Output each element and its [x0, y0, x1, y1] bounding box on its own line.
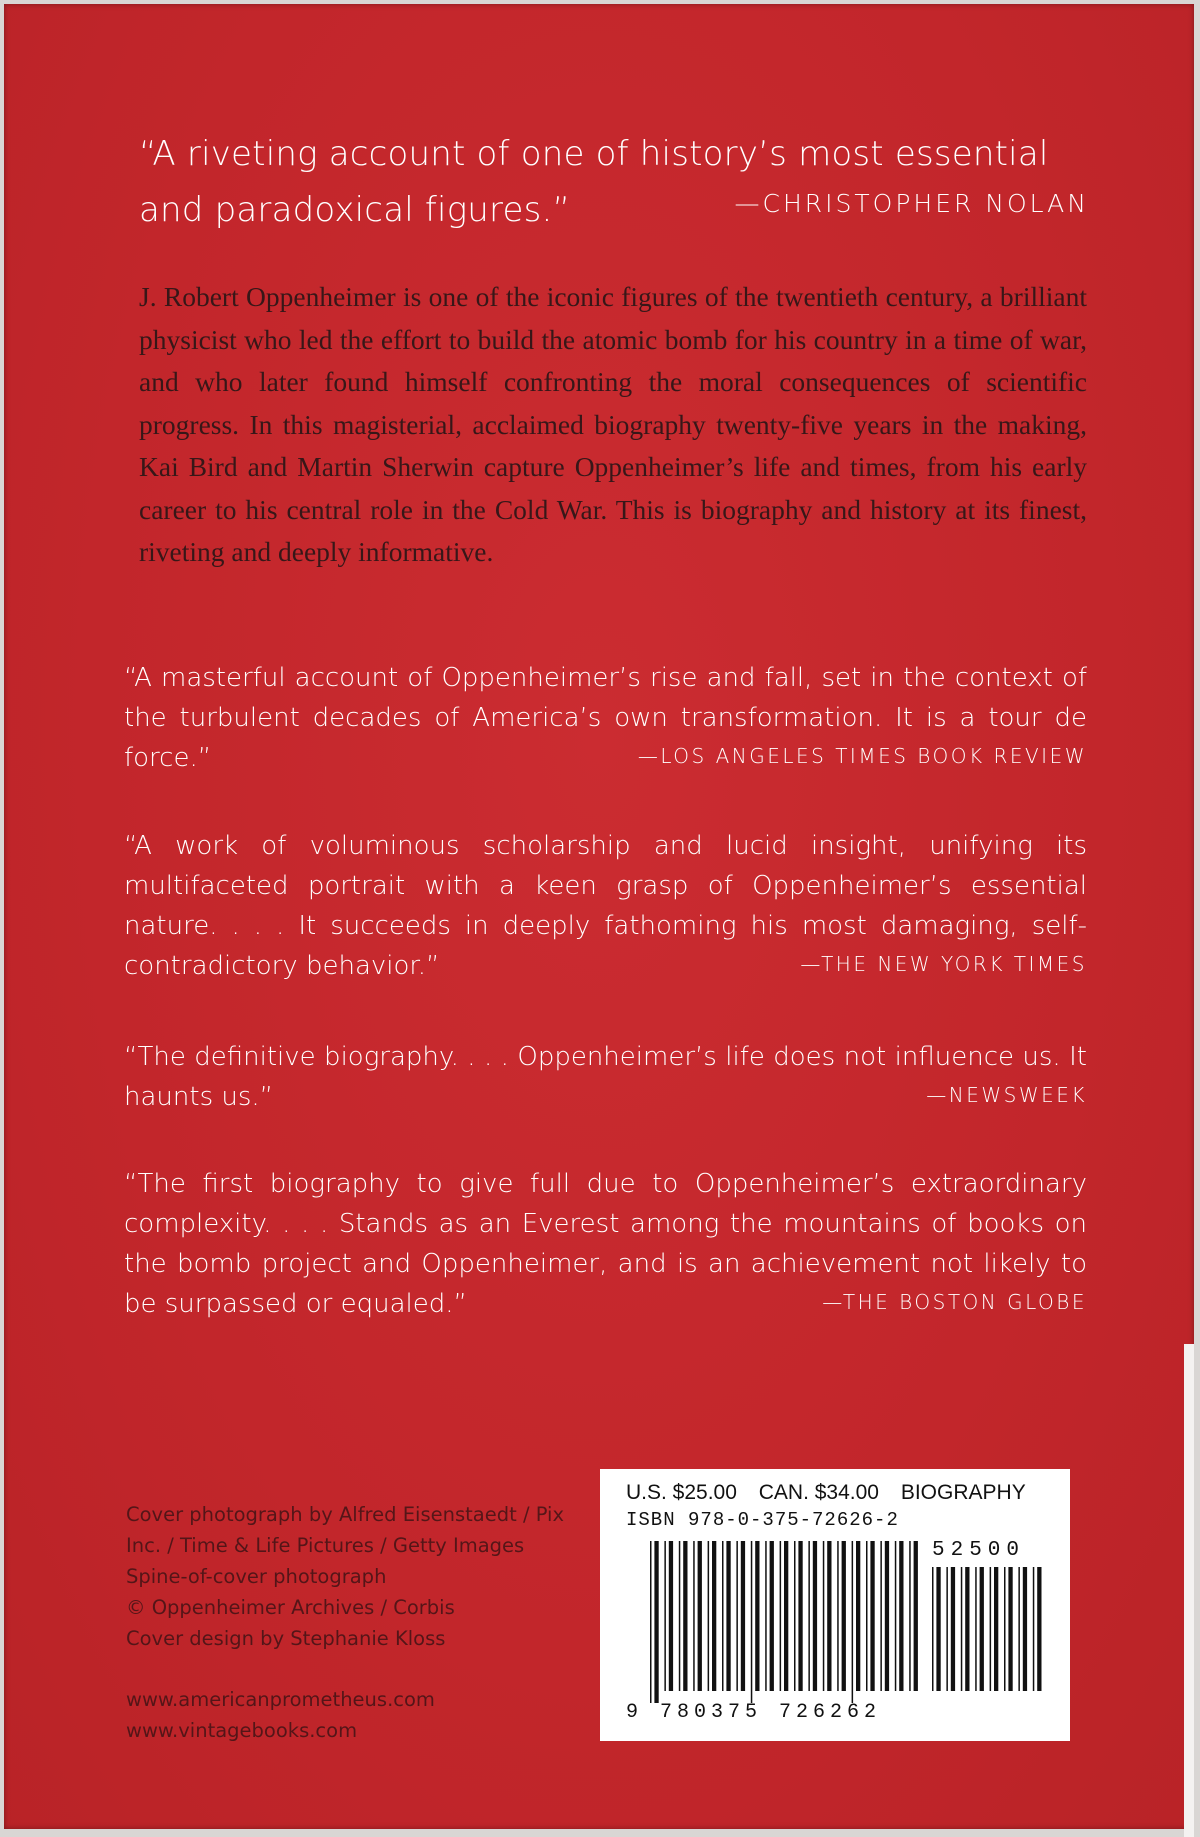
ean-barcode [650, 1541, 920, 1703]
barcode-bar [712, 1541, 716, 1691]
barcode-bar [1023, 1567, 1027, 1691]
url-line: www.americanprometheus.com [126, 1688, 435, 1711]
barcode-bar [664, 1541, 666, 1691]
barcode-bar [693, 1541, 695, 1691]
review-quote-text: “A work of voluminous scholarship and lucid insight, unifying its multifaceted portrait with a keen grasp of Oppenheimer’s essential nature. . . . It succeeds in deeply fathoming his most damaging, self-contradictory behavior.” [124, 831, 1087, 981]
barcode-bar [770, 1541, 774, 1691]
barcode-bar [1033, 1567, 1035, 1691]
barcode-bar [975, 1567, 977, 1691]
barcode-bar [1037, 1567, 1041, 1691]
barcode-bar [961, 1567, 963, 1691]
review-quote-attribution: —THE NEW YORK TIMES [800, 952, 1087, 976]
cover-credits [126, 1499, 596, 1654]
price-addon-barcode [932, 1567, 1050, 1703]
barcode-bar [813, 1541, 817, 1691]
barcode-bar [1004, 1567, 1006, 1691]
barcode-bar [980, 1567, 984, 1691]
barcode-bar [736, 1541, 738, 1691]
review-quote-text: “The first biography to give full due to Oppenheimer’s extraordinary complexity. . . . Stands as an Everest among the mountains of books on the bomb project and Oppenheimer, and is an achievement not likely to be surpassed or equaled.” [124, 1169, 1087, 1319]
barcode-bar [780, 1541, 782, 1691]
review-quote-la-times [124, 658, 1087, 778]
barcode-bar [808, 1541, 810, 1691]
barcode-bar [755, 1541, 759, 1691]
barcode-bar [751, 1541, 753, 1703]
barcode-bar [885, 1541, 889, 1691]
credit-line: Inc. / Time & Life Pictures / Getty Images [126, 1534, 525, 1557]
barcode-label [600, 1469, 1070, 1741]
barcode-bar [722, 1541, 724, 1691]
review-quote-boston-globe [124, 1164, 1087, 1324]
headline-quote-attribution: —CHRISTOPHER NOLAN [734, 189, 1089, 218]
barcode-bar [741, 1541, 745, 1691]
barcode-bar [909, 1541, 911, 1691]
barcode-bar [650, 1541, 652, 1703]
barcode-bar [932, 1567, 934, 1691]
url-line: www.vintagebooks.com [126, 1719, 358, 1742]
credit-line: Spine-of-cover photograph [126, 1565, 387, 1588]
barcode-bar [990, 1567, 992, 1691]
barcode-bar [794, 1541, 796, 1691]
review-quote-attribution: —THE BOSTON GLOBE [822, 1290, 1087, 1314]
review-quote-ny-times [124, 826, 1087, 986]
barcode-bar [994, 1567, 998, 1691]
barcode-bar [679, 1541, 681, 1691]
page-edge [1184, 1344, 1194, 1837]
credit-line: © Oppenheimer Archives / Corbis [126, 1596, 455, 1619]
barcode-bar [669, 1541, 673, 1691]
barcode-bar [708, 1541, 710, 1691]
barcode-bar [683, 1541, 687, 1691]
website-urls [126, 1684, 526, 1746]
barcode-bar [856, 1541, 860, 1691]
barcode-bar [698, 1541, 702, 1691]
review-quote-text: “The definitive biography. . . . Oppenheimer’s life does not influence us. It haunts us.” [124, 1042, 1087, 1112]
barcode-bar [765, 1541, 767, 1691]
barcode-bar [870, 1541, 874, 1691]
review-quote-newsweek [124, 1037, 1087, 1117]
barcode-bar [899, 1541, 903, 1691]
ean-digits: 9 780375 726262 [626, 1701, 882, 1724]
barcode-bar [895, 1541, 897, 1691]
barcode-bar [914, 1541, 918, 1691]
barcode-bar [866, 1541, 868, 1691]
price-can: CAN. $34.00 [758, 1481, 879, 1504]
price-line [626, 1481, 1042, 1505]
barcode-bar [852, 1541, 854, 1703]
barcode-bar [965, 1567, 969, 1691]
barcode-bar [784, 1541, 788, 1691]
barcode-bar [842, 1541, 846, 1691]
headline-quote-text: “A riveting account of one of history’s most essential and paradoxical figures.” [139, 134, 1049, 230]
barcode-bar [936, 1567, 940, 1691]
barcode-bar [837, 1541, 839, 1691]
headline-quote [139, 126, 1089, 238]
barcode-bar [951, 1567, 955, 1691]
barcode-bar [798, 1541, 802, 1691]
barcode-bar [654, 1541, 658, 1703]
review-quote-attribution: —NEWSWEEK [926, 1083, 1087, 1107]
barcode-bar [1008, 1567, 1012, 1691]
book-back-cover [4, 4, 1194, 1829]
book-category: BIOGRAPHY [900, 1481, 1026, 1504]
credit-line: Cover photograph by Alfred Eisenstaedt / Pix [126, 1503, 565, 1526]
barcode-bar [823, 1541, 825, 1691]
price-code: 52500 [932, 1539, 1026, 1562]
review-quote-text: “A masterful account of Oppenheimer’s rise and fall, set in the context of the turbulent decades of America’s own transformation. It is a tour de force.” [124, 663, 1087, 773]
barcode-bar [946, 1567, 948, 1691]
review-quote-attribution: —LOS ANGELES TIMES BOOK REVIEW [637, 744, 1087, 768]
barcode-bar [726, 1541, 730, 1691]
barcode-bar [1018, 1567, 1020, 1691]
barcode-bar [880, 1541, 882, 1691]
isbn-number: ISBN 978-0-375-72626-2 [626, 1509, 899, 1531]
credit-line: Cover design by Stephanie Kloss [126, 1627, 446, 1650]
barcode-bar [827, 1541, 831, 1691]
price-us: U.S. $25.00 [626, 1481, 737, 1504]
book-description: J. Robert Oppenheimer is one of the iconic figures of the twentieth century, a brilliant physicist who led the effort to build the atomic bomb for his country in a time of war, and who later found himself confronting the moral consequences of scientific progress. In this magisterial, acclaimed biography twenty-five years in the making, Kai Bird and Martin Sherwin capture Oppenheimer’s life and times, from his early career to his central role in the Cold War. This is biography and history at its finest, riveting and deeply informative. [139, 281, 1087, 567]
